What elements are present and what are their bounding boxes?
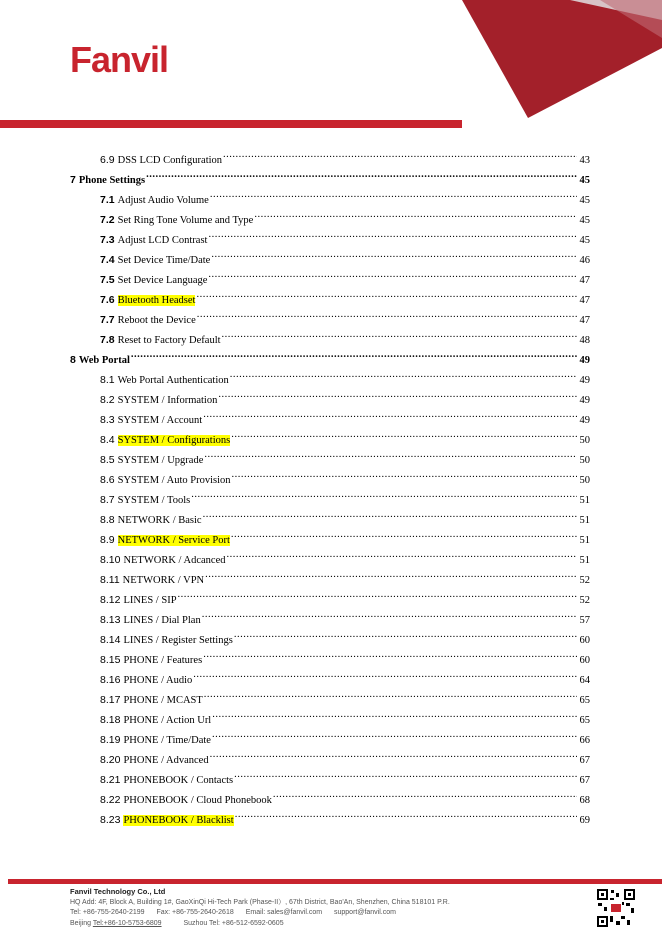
footer-rule: [8, 879, 662, 884]
toc-number: 8.4: [100, 434, 115, 446]
toc-page-number: 52: [579, 575, 590, 586]
toc-title: PHONE / MCAST: [123, 695, 203, 706]
toc-leader-dots: [146, 171, 577, 183]
toc-page-number: 49: [579, 355, 590, 366]
toc-page-number: 49: [579, 415, 590, 426]
toc-section-entry[interactable]: [100, 311, 590, 329]
toc-leader-dots: [232, 471, 577, 483]
toc-page-number: 57: [579, 615, 590, 626]
toc-title: SYSTEM / Tools: [117, 495, 191, 506]
toc-page-number: 60: [579, 635, 590, 646]
toc-number: 8.7: [100, 494, 115, 506]
toc-title: Reset to Factory Default: [117, 335, 221, 346]
toc-section-entry[interactable]: [100, 511, 590, 529]
toc-section-entry[interactable]: [100, 291, 590, 309]
toc-page-number: 49: [579, 395, 590, 406]
toc-number: 6.9: [100, 154, 115, 166]
toc-title: PHONEBOOK / Contacts: [123, 775, 234, 786]
toc-section-entry[interactable]: [100, 811, 590, 829]
toc-title: Adjust Audio Volume: [117, 195, 209, 206]
toc-page-number: 69: [579, 815, 590, 826]
sales-email: Email: sales@fanvil.com: [245, 909, 323, 916]
toc-section-entry[interactable]: [100, 631, 590, 649]
toc-page-number: 50: [579, 435, 590, 446]
toc-leader-dots: [208, 231, 577, 243]
toc-title: Phone Settings: [78, 175, 146, 186]
toc-number: 8.14: [100, 634, 121, 646]
fanvil-logo: [70, 36, 180, 78]
toc-chapter-entry[interactable]: [70, 171, 590, 189]
toc-section-entry[interactable]: [100, 471, 590, 489]
toc-section-entry[interactable]: [100, 611, 590, 629]
toc-page-number: 47: [579, 275, 590, 286]
toc-page-number: 65: [579, 695, 590, 706]
toc-title: SYSTEM / Auto Provision: [117, 475, 231, 486]
toc-number: 8.20: [100, 754, 121, 766]
fax-number: Fax: +86-755-2640-2618: [156, 909, 234, 916]
toc-leader-dots: [178, 591, 577, 603]
toc-number: 7.4: [100, 254, 115, 266]
qr-code: [596, 888, 636, 928]
toc-leader-dots: [204, 451, 577, 463]
toc-leader-dots: [211, 251, 577, 263]
toc-number: 8.3: [100, 414, 115, 426]
toc-section-entry[interactable]: [100, 551, 590, 569]
toc-title: LINES / SIP: [123, 595, 177, 606]
toc-section-entry[interactable]: [100, 591, 590, 609]
toc-section-entry[interactable]: [100, 791, 590, 809]
toc-number: 8.10: [100, 554, 121, 566]
toc-leader-dots: [212, 711, 577, 723]
toc-section-entry[interactable]: [100, 331, 590, 349]
toc-leader-dots: [197, 311, 577, 323]
toc-title: PHONEBOOK / Blacklist: [123, 815, 234, 826]
toc-page-number: 65: [579, 715, 590, 726]
toc-leader-dots: [196, 291, 577, 303]
toc-page-number: 51: [579, 515, 590, 526]
toc-leader-dots: [203, 411, 577, 423]
logo-text: Fanvil: [70, 39, 169, 78]
toc-number: 8.16: [100, 674, 121, 686]
toc-leader-dots: [223, 151, 577, 163]
toc-number: 8.8: [100, 514, 115, 526]
toc-leader-dots: [205, 571, 577, 583]
hq-address: HQ Add: 4F, Block A, Building 1#, GaoXinQi Hi-Tech Park (Phase-II）, 67th District, Bao'An, Shenzhen, China 518101 P.R.: [70, 898, 450, 906]
toc-leader-dots: [273, 791, 577, 803]
toc-number: 8.5: [100, 454, 115, 466]
toc-leader-dots: [231, 431, 577, 443]
toc-title: SYSTEM / Upgrade: [117, 455, 204, 466]
toc-number: 8.1: [100, 374, 115, 386]
toc-title: Set Device Language: [117, 275, 208, 286]
toc-section-entry[interactable]: [100, 451, 590, 469]
toc-leader-dots: [234, 631, 577, 643]
toc-title: NETWORK / Adcanced: [123, 555, 226, 566]
toc-number: 7.2: [100, 214, 115, 226]
toc-leader-dots: [204, 691, 577, 703]
toc-number: 8.19: [100, 734, 121, 746]
toc-leader-dots: [222, 331, 577, 343]
toc-leader-dots: [227, 551, 578, 563]
toc-number: 7: [70, 174, 76, 186]
toc-title: PHONE / Features: [123, 655, 203, 666]
toc-leader-dots: [203, 651, 577, 663]
toc-number: 7.5: [100, 274, 115, 286]
toc-page-number: 51: [579, 555, 590, 566]
toc-leader-dots: [131, 351, 577, 363]
toc-page-number: 49: [579, 375, 590, 386]
toc-section-entry[interactable]: [100, 671, 590, 689]
toc-title: SYSTEM / Information: [117, 395, 218, 406]
toc-leader-dots: [231, 531, 577, 543]
toc-section-entry[interactable]: [100, 731, 590, 749]
toc-page-number: 52: [579, 595, 590, 606]
toc-number: 8.9: [100, 534, 115, 546]
toc-page-number: 64: [579, 675, 590, 686]
toc-number: 7.1: [100, 194, 115, 206]
toc-title: DSS LCD Configuration: [117, 155, 223, 166]
toc-number: 7.8: [100, 334, 115, 346]
toc-section-entry[interactable]: [100, 711, 590, 729]
toc-chapter-entry[interactable]: [70, 351, 590, 369]
phone-number: Tel: +86-755-2640-2199: [70, 909, 145, 916]
toc-number: 7.7: [100, 314, 115, 326]
toc-title: Set Ring Tone Volume and Type: [117, 215, 254, 226]
toc-section-entry[interactable]: [100, 211, 590, 229]
toc-title: PHONE / Action Url: [123, 715, 212, 726]
toc-section-entry[interactable]: [100, 571, 590, 589]
toc-page-number: 48: [579, 335, 590, 346]
toc-title: PHONEBOOK / Cloud Phonebook: [123, 795, 272, 806]
toc-section-entry[interactable]: [100, 431, 590, 449]
toc-section-entry[interactable]: [100, 251, 590, 269]
toc-section-entry[interactable]: [100, 411, 590, 429]
support-email: support@fanvil.com: [334, 909, 396, 916]
toc-title: SYSTEM / Account: [117, 415, 203, 426]
toc-section-entry[interactable]: [100, 191, 590, 209]
toc-leader-dots: [202, 611, 577, 623]
beijing-label: Beijing: [70, 919, 93, 927]
toc-page-number: 43: [579, 155, 590, 166]
toc-number: 8.6: [100, 474, 115, 486]
suzhou-tel: Suzhou Tel: +86-512-6592-0605: [183, 919, 284, 927]
toc-title: SYSTEM / Configurations: [117, 435, 231, 446]
toc-leader-dots: [191, 491, 577, 503]
toc-number: 8.2: [100, 394, 115, 406]
toc-section-entry[interactable]: [100, 271, 590, 289]
toc-page-number: 67: [579, 775, 590, 786]
toc-page-number: 45: [579, 195, 590, 206]
toc-page-number: 46: [579, 255, 590, 266]
toc-number: 8: [70, 354, 76, 366]
branch-line: [70, 919, 450, 930]
toc-number: 8.22: [100, 794, 121, 806]
toc-number: 8.17: [100, 694, 121, 706]
toc-page-number: 68: [579, 795, 590, 806]
toc-page-number: 50: [579, 475, 590, 486]
toc-title: Web Portal Authentication: [117, 375, 229, 386]
toc-leader-dots: [234, 771, 577, 783]
toc-page-number: 60: [579, 655, 590, 666]
footer: [70, 887, 450, 929]
toc-section-entry[interactable]: [100, 531, 590, 549]
toc-leader-dots: [235, 811, 577, 823]
toc-number: 7.3: [100, 234, 115, 246]
toc-number: 8.15: [100, 654, 121, 666]
toc-title: LINES / Register Settings: [123, 635, 233, 646]
toc-leader-dots: [218, 391, 577, 403]
toc-title: NETWORK / Service Port: [117, 535, 230, 546]
toc-number: 8.23: [100, 814, 121, 826]
toc-leader-dots: [210, 751, 577, 763]
toc-page-number: 50: [579, 455, 590, 466]
toc-page-number: 51: [579, 495, 590, 506]
toc-leader-dots: [230, 371, 577, 383]
toc-title: NETWORK / Basic: [117, 515, 202, 526]
toc-leader-dots: [254, 211, 577, 223]
toc-section-entry[interactable]: [100, 751, 590, 769]
toc-page-number: 66: [579, 735, 590, 746]
beijing-tel-link[interactable]: Tel:+86-10-5753-6809: [92, 919, 162, 927]
toc-title: Bluetooth Headset: [117, 295, 196, 306]
toc-leader-dots: [212, 731, 577, 743]
toc-title: PHONE / Audio: [123, 675, 193, 686]
toc-section-entry[interactable]: [100, 491, 590, 509]
toc-number: 8.18: [100, 714, 121, 726]
toc-title: PHONE / Time/Date: [123, 735, 211, 746]
toc-number: 8.13: [100, 614, 121, 626]
company-name: Fanvil Technology Co., Ltd: [70, 887, 166, 896]
toc-page-number: 67: [579, 755, 590, 766]
toc-leader-dots: [193, 671, 577, 683]
toc-title: NETWORK / VPN: [122, 575, 205, 586]
toc-section-entry[interactable]: [100, 771, 590, 789]
toc-leader-dots: [203, 511, 577, 523]
toc-section-entry[interactable]: [100, 231, 590, 249]
toc-page-number: 45: [579, 215, 590, 226]
toc-number: 8.11: [100, 574, 120, 586]
toc-section-entry[interactable]: [100, 651, 590, 669]
toc-title: Web Portal: [78, 355, 130, 366]
toc-title: LINES / Dial Plan: [123, 615, 201, 626]
toc-title: PHONE / Advanced: [123, 755, 209, 766]
toc-page-number: 51: [579, 535, 590, 546]
toc-number: 8.12: [100, 594, 121, 606]
toc-page-number: 47: [579, 315, 590, 326]
toc-title: Reboot the Device: [117, 315, 196, 326]
toc-section-entry[interactable]: [100, 371, 590, 389]
toc-leader-dots: [210, 191, 577, 203]
toc-title: Adjust LCD Contrast: [117, 235, 208, 246]
toc-leader-dots: [208, 271, 577, 283]
toc-page-number: 47: [579, 295, 590, 306]
toc-page-number: 45: [579, 235, 590, 246]
toc-number: 7.6: [100, 294, 115, 306]
toc-number: 8.21: [100, 774, 121, 786]
contact-line: [70, 908, 450, 919]
toc-page-number: 45: [579, 175, 590, 186]
toc-section-entry[interactable]: [100, 391, 590, 409]
toc-section-entry[interactable]: [100, 691, 590, 709]
toc-title: Set Device Time/Date: [117, 255, 211, 266]
toc-section-entry[interactable]: [100, 151, 590, 169]
